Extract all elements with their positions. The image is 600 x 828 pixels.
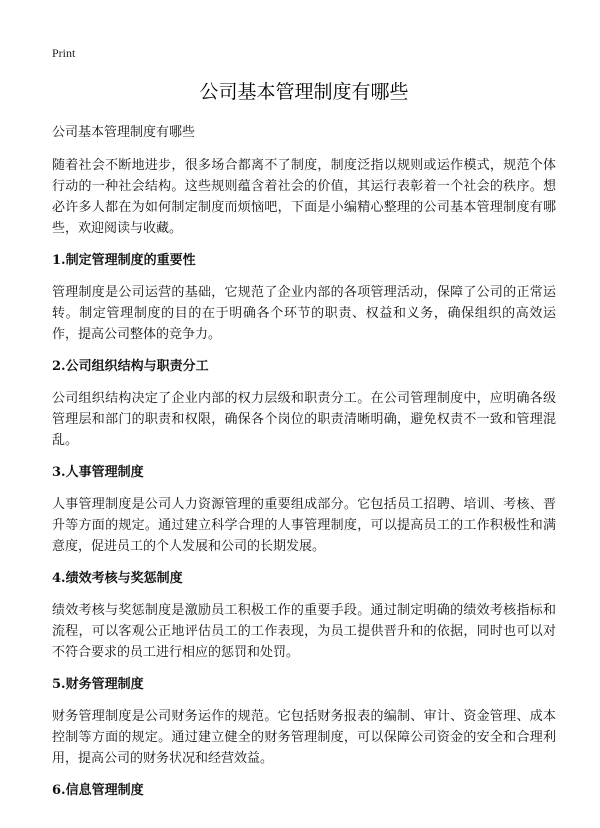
section-heading-4: 4.绩效考核与奖惩制度 bbox=[52, 571, 183, 586]
document-title: 公司基本管理制度有哪些 bbox=[199, 81, 409, 103]
print-label[interactable]: Print bbox=[52, 46, 76, 60]
section-heading-5: 5.财务管理制度 bbox=[52, 677, 144, 692]
section-body-5: 财务管理制度是公司财务运作的规范。它包括财务报表的编制、审计、资金管理、成本控制等方面的规定。通过建立健全的财务管理制度，可以保障公司资金的安全和合理利用，提高公司的财务状况和经营效益。 bbox=[52, 709, 556, 766]
section-body-2: 公司组织结构决定了企业内部的权力层级和职责分工。在公司管理制度中，应明确各级管理层和部门的职责和权限，确保各个岗位的职责清晰明确，避免权责不一致和管理混乱。 bbox=[52, 391, 556, 448]
document-subtitle: 公司基本管理制度有哪些 bbox=[52, 125, 196, 140]
section-body-1: 管理制度是公司运营的基础，它规范了企业内部的各项管理活动，保障了公司的正常运转。制定管理制度的目的在于明确各个环节的职责、权益和义务，确保组织的高效运作，提高公司整体的竞争力。 bbox=[52, 285, 556, 342]
section-body-4: 绩效考核与奖惩制度是激励员工积极工作的重要手段。通过制定明确的绩效考核指标和流程，可以客观公正地评估员工的工作表现，为员工提供晋升和的依据，同时也可以对不符合要求的员工进行相应的惩罚和处罚。 bbox=[52, 603, 556, 660]
section-body-3: 人事管理制度是公司人力资源管理的重要组成部分。它包括员工招聘、培训、考核、晋升等方面的规定。通过建立科学合理的人事管理制度，可以提高员工的工作积极性和满意度，促进员工的个人发展和公司的长期发展。 bbox=[52, 497, 556, 554]
intro-paragraph: 随着社会不断地进步，很多场合都离不了制度，制度泛指以规则或运作模式，规范个体行动的一种社会结构。这些规则蕴含着社会的价值，其运行表彰着一个社会的秩序。想必许多人都在为如何制定制度而烦恼吧，下面是小编精心整理的公司基本管理制度有哪些，欢迎阅读与收藏。 bbox=[52, 158, 556, 236]
section-heading-1: 1.制定管理制度的重要性 bbox=[52, 253, 196, 268]
section-heading-6: 6.信息管理制度 bbox=[52, 783, 144, 798]
section-heading-2: 2.公司组织结构与职责分工 bbox=[52, 359, 209, 374]
section-heading-3: 3.人事管理制度 bbox=[52, 465, 144, 480]
